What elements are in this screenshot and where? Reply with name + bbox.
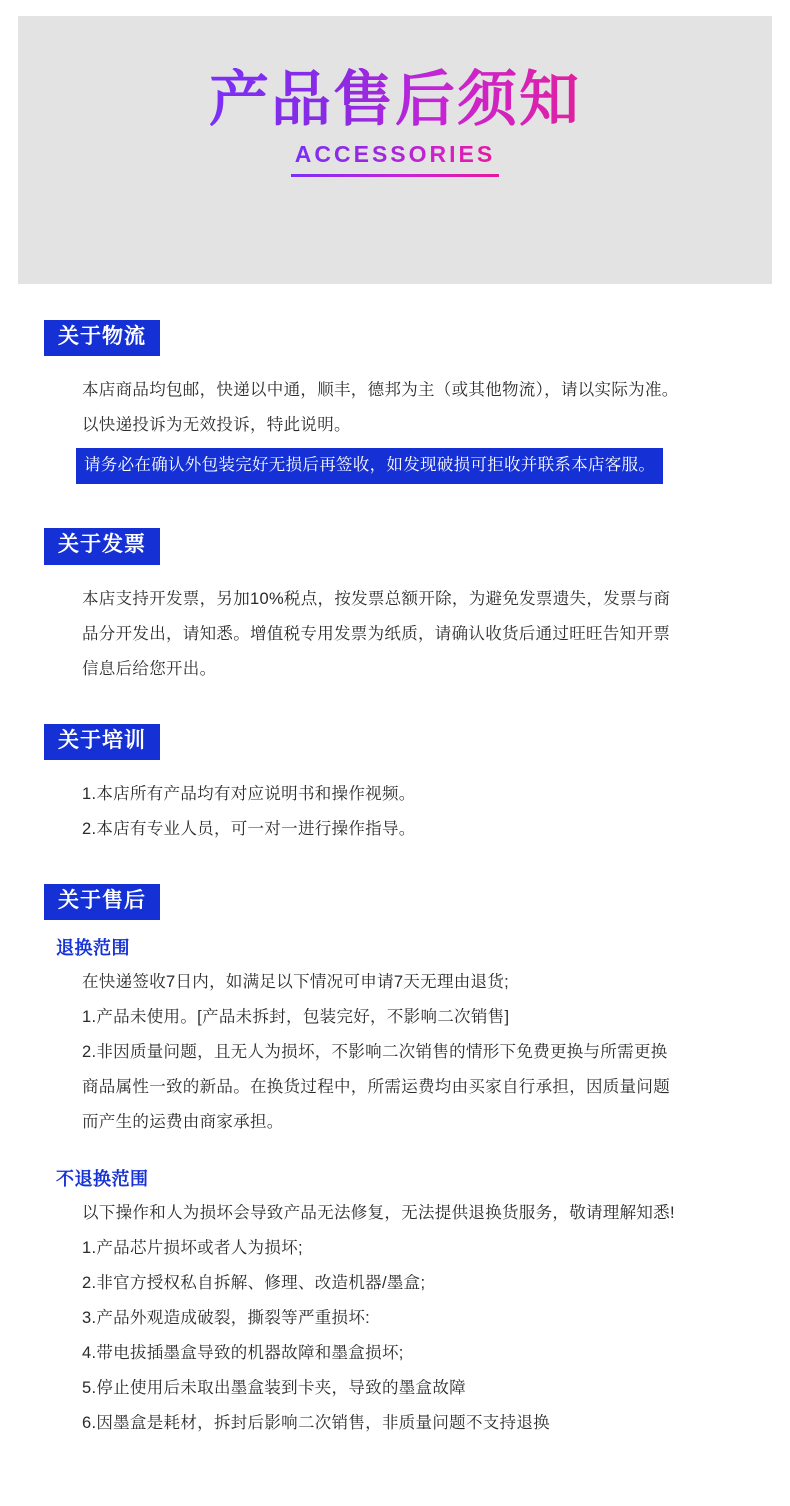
logistics-line-1: 本店商品均包邮，快递以中通，顺丰，德邦为主（或其他物流），请以实际为准。 — [82, 381, 679, 400]
non-return-line-3: 2.非官方授权私自拆解、修理、改造机器/墨盒; — [82, 1273, 426, 1292]
content-area — [0, 284, 790, 1506]
section-heading-logistics: 关于物流 — [44, 320, 160, 356]
return-scope-line-5: 而产生的运费由商家承担。 — [82, 1112, 284, 1131]
section-heading-training: 关于培训 — [44, 724, 160, 760]
logistics-line-2: 以快递投诉为无效投诉，特此说明。 — [82, 416, 351, 435]
non-return-line-4: 3.产品外观造成破裂，撕裂等严重损坏: — [82, 1308, 371, 1327]
logistics-highlight-wrap — [44, 444, 746, 484]
training-line-1: 1.本店所有产品均有对应说明书和操作视频。 — [82, 784, 416, 803]
section-heading-wrap — [44, 724, 746, 760]
invoice-line-3: 信息后给您开出。 — [82, 659, 217, 678]
spacer — [44, 716, 746, 724]
subtitle-underline — [291, 174, 499, 177]
spacer — [44, 514, 746, 528]
spacer — [44, 876, 746, 884]
invoice-line-2: 品分开发出，请知悉。增值税专用发票为纸质，请确认收货后通过旺旺告知开票 — [82, 624, 670, 643]
section-heading-wrap — [44, 320, 746, 356]
subsection-non-return-scope — [44, 1165, 746, 1440]
section-heading-invoice: 关于发票 — [44, 528, 160, 564]
hero-subtitle-wrap — [291, 141, 499, 177]
page-title: 产品售后须知 — [209, 66, 581, 133]
invoice-line-1: 本店支持开发票，另加10%税点，按发票总额开除，为避免发票遗失，发票与商 — [82, 589, 671, 608]
subsection-return-scope — [44, 934, 746, 1139]
section-invoice — [44, 528, 746, 685]
subheading-non-return-scope: 不退换范围 — [56, 1168, 149, 1189]
return-scope-line-1: 在快递签收7日内，如满足以下情况可申请7天无理由退货; — [82, 972, 510, 991]
non-return-line-7: 6.因墨盒是耗材，拆封后影响二次销售，非质量问题不支持退换 — [82, 1413, 550, 1432]
section-after-sales — [44, 884, 746, 1440]
non-return-line-1: 以下操作和人为损坏会导致产品无法修复，无法提供退换货服务，敬请理解知悉! — [82, 1203, 675, 1222]
subheading-return-scope: 退换范围 — [56, 937, 130, 958]
return-scope-line-3: 2.非因质量问题，且无人为损坏，不影响二次销售的情形下免费更换与所需更换 — [82, 1042, 668, 1061]
page-subtitle: ACCESSORIES — [295, 141, 495, 174]
section-logistics — [44, 320, 746, 484]
return-scope-line-2: 1.产品未使用。[产品未拆封，包装完好，不影响二次销售] — [82, 1007, 510, 1026]
non-return-line-5: 4.带电拔插墨盒导致的机器故障和墨盒损坏; — [82, 1343, 404, 1362]
hero-banner — [18, 16, 772, 284]
section-heading-wrap — [44, 884, 746, 920]
return-scope-line-4: 商品属性一致的新品。在换货过程中，所需运费均由买家自行承担，因质量问题 — [82, 1077, 670, 1096]
section-heading-after-sales: 关于售后 — [44, 884, 160, 920]
logistics-highlight: 请务必在确认外包装完好无损后再签收，如发现破损可拒收并联系本店客服。 — [76, 448, 663, 484]
section-heading-wrap — [44, 528, 746, 564]
training-line-2: 2.本店有专业人员，可一对一进行操作指导。 — [82, 819, 416, 838]
non-return-line-2: 1.产品芯片损坏或者人为损坏; — [82, 1238, 303, 1257]
non-return-line-6: 5.停止使用后未取出墨盒装到卡夹，导致的墨盒故障 — [82, 1378, 466, 1397]
section-training — [44, 724, 746, 846]
